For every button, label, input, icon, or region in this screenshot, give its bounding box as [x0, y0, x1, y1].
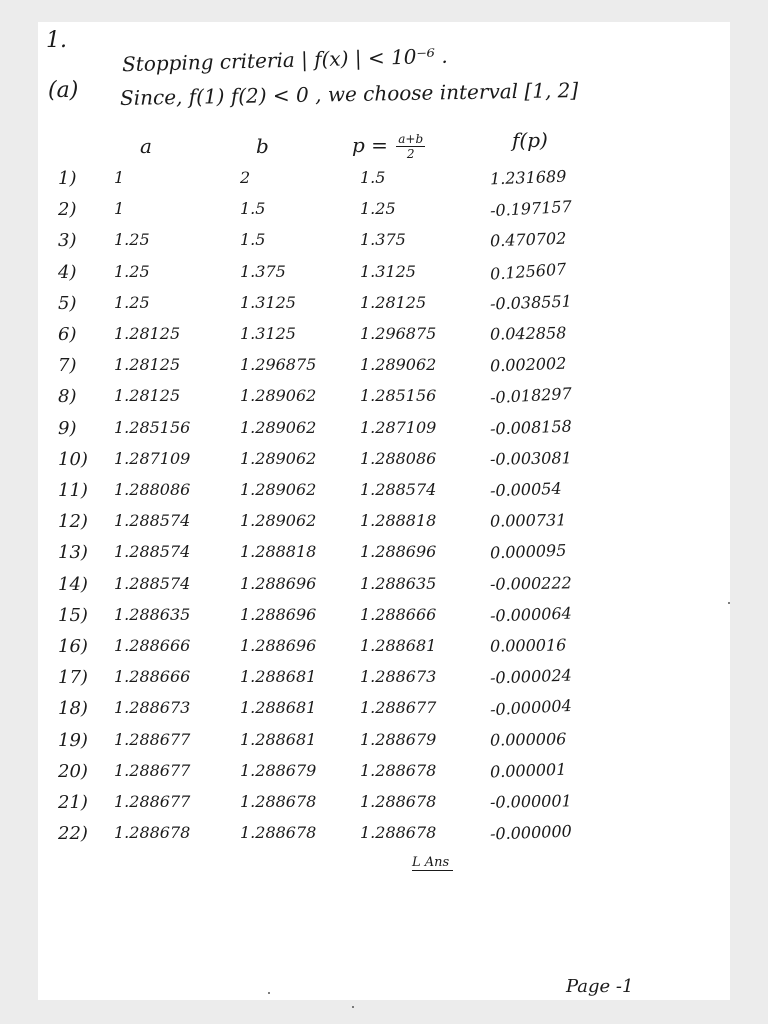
table-row	[0, 542, 768, 572]
iteration-number: 1)	[58, 168, 77, 189]
cell-p: 1.288086	[360, 448, 437, 468]
iteration-number: 8)	[58, 386, 77, 408]
fraction-numerator: a+b	[398, 132, 424, 146]
cell-fp: 0.000001	[489, 759, 567, 782]
iteration-number: 17)	[58, 667, 88, 689]
cell-b: 1.288678	[240, 823, 317, 843]
cell-p: 1.288681	[360, 636, 437, 655]
cell-b: 1.5	[240, 230, 266, 250]
table-row	[0, 761, 768, 791]
cell-b: 1.288696	[240, 636, 317, 655]
cell-p: 1.28125	[360, 292, 427, 312]
iteration-number: 11)	[58, 480, 88, 501]
cell-p: 1.288678	[360, 823, 437, 843]
cell-b: 1.288681	[240, 729, 317, 749]
scan-speck	[352, 1006, 354, 1008]
cell-a: 1.28125	[114, 355, 181, 375]
cell-p: 1.288574	[360, 480, 437, 499]
table-row	[0, 667, 768, 697]
column-header-a: a	[140, 134, 152, 158]
cell-b: 1.288818	[240, 542, 317, 562]
page-number: Page -1	[566, 976, 634, 997]
cell-p: 1.289062	[360, 355, 437, 375]
iteration-number: 12)	[58, 511, 88, 533]
iteration-number: 19)	[58, 729, 88, 751]
iteration-number: 16)	[58, 636, 88, 657]
cell-b: 1.288681	[240, 667, 317, 687]
cell-p: 1.288818	[360, 511, 437, 531]
table-row	[0, 449, 768, 479]
cell-fp: 0.042858	[489, 323, 567, 344]
iteration-number: 5)	[58, 292, 77, 314]
fraction-denominator: 2	[406, 147, 415, 161]
cell-fp: 0.000006	[489, 728, 567, 750]
interval-statement: Since, f(1) f(2) < 0 , we choose interval [1, 2]	[119, 78, 579, 110]
column-header-p	[352, 132, 425, 161]
table-row	[0, 574, 768, 604]
iteration-number: 22)	[58, 823, 88, 845]
cell-a: 1.25	[114, 230, 150, 250]
iteration-number: 10)	[58, 448, 88, 470]
cell-b: 1.289062	[240, 511, 317, 531]
stopping-criteria: Stopping criteria | f(x) | < 10⁻⁶ .	[121, 43, 449, 77]
cell-fp: 1.231689	[489, 166, 567, 189]
table-row	[0, 636, 768, 666]
cell-a: 1.28125	[114, 324, 181, 343]
iteration-number: 4)	[58, 261, 77, 283]
table-row	[0, 511, 768, 541]
cell-b: 2	[240, 168, 251, 187]
scan-speck	[268, 992, 270, 994]
cell-a: 1.288574	[114, 511, 191, 531]
cell-p: 1.288673	[360, 667, 437, 687]
cell-a: 1.288574	[114, 573, 191, 593]
iteration-number: 21)	[58, 792, 88, 813]
iteration-number: 6)	[58, 324, 77, 345]
cell-p: 1.287109	[360, 417, 437, 437]
table-row	[0, 698, 768, 728]
table-row	[0, 168, 768, 198]
cell-p: 1.25	[360, 199, 396, 219]
cell-p: 1.288666	[360, 604, 437, 624]
cell-a: 1.288673	[114, 698, 191, 718]
cell-a: 1.288086	[114, 480, 191, 499]
cell-p: 1.288696	[360, 542, 437, 562]
cell-fp: 0.002002	[489, 353, 567, 376]
cell-b: 1.289062	[240, 448, 317, 468]
table-row	[0, 480, 768, 510]
table-row	[0, 293, 768, 323]
iteration-number: 14)	[58, 573, 88, 595]
cell-fp: -0.000000	[489, 821, 573, 844]
cell-p: 1.5	[360, 168, 386, 187]
table-row	[0, 324, 768, 354]
cell-fp: -0.000024	[489, 665, 573, 688]
cell-b: 1.375	[240, 261, 286, 281]
cell-b: 1.3125	[240, 324, 296, 343]
cell-b: 1.289062	[240, 480, 317, 499]
table-row	[0, 230, 768, 260]
cell-fp: 0.470702	[489, 229, 567, 251]
iteration-number: 18)	[58, 698, 88, 720]
cell-b: 1.3125	[240, 292, 296, 312]
question-number: 1.	[46, 28, 67, 53]
cell-fp: -0.000001	[489, 791, 572, 812]
cell-b: 1.5	[240, 199, 266, 219]
cell-a: 1.288677	[114, 792, 191, 811]
cell-p: 1.288679	[360, 729, 437, 749]
cell-fp: -0.003081	[489, 448, 572, 469]
cell-a: 1.288574	[114, 542, 191, 562]
cell-fp: -0.018297	[489, 384, 573, 408]
table-row	[0, 418, 768, 448]
cell-b: 1.289062	[240, 386, 317, 406]
table-row	[0, 823, 768, 853]
cell-b: 1.288681	[240, 698, 317, 718]
iteration-number: 13)	[58, 542, 88, 564]
table-row	[0, 386, 768, 416]
cell-a: 1.288678	[114, 823, 191, 843]
scan-speck	[728, 602, 730, 604]
column-header-fp: f(p)	[512, 128, 548, 152]
cell-b: 1.288696	[240, 604, 317, 624]
cell-fp: 0.000016	[489, 635, 567, 656]
cell-fp: -0.000064	[489, 603, 573, 626]
midpoint-fraction	[396, 132, 425, 161]
p-lhs: p =	[352, 133, 388, 157]
cell-a: 1	[114, 199, 125, 219]
iteration-number: 7)	[58, 355, 77, 377]
iteration-number: 2)	[58, 199, 77, 221]
answer-mark: L Ans	[412, 855, 450, 870]
cell-a: 1.288677	[114, 760, 191, 780]
iteration-number: 20)	[58, 760, 88, 782]
cell-b: 1.288679	[240, 760, 317, 780]
iteration-number: 3)	[58, 230, 77, 252]
table-row	[0, 605, 768, 635]
table-row	[0, 355, 768, 385]
cell-p: 1.296875	[360, 324, 437, 343]
table-row	[0, 730, 768, 760]
cell-p: 1.288678	[360, 792, 437, 811]
cell-a: 1.288635	[114, 604, 191, 624]
iteration-number: 15)	[58, 604, 88, 626]
cell-p: 1.3125	[360, 261, 416, 281]
column-header-b: b	[256, 134, 269, 158]
cell-b: 1.296875	[240, 355, 317, 375]
cell-a: 1.288677	[114, 729, 191, 749]
cell-fp: 0.000095	[489, 541, 567, 563]
cell-fp: 0.000731	[489, 510, 567, 531]
cell-fp: -0.000222	[489, 572, 572, 594]
cell-p: 1.285156	[360, 386, 437, 406]
cell-fp: -0.008158	[489, 416, 573, 439]
cell-b: 1.288678	[240, 792, 317, 811]
cell-a: 1.25	[114, 292, 150, 312]
cell-b: 1.289062	[240, 417, 317, 437]
cell-fp: -0.197157	[489, 197, 573, 221]
cell-fp: -0.038551	[489, 291, 573, 314]
table-row	[0, 792, 768, 822]
cell-a: 1.28125	[114, 386, 181, 406]
table-row	[0, 199, 768, 229]
cell-a: 1.285156	[114, 417, 191, 437]
cell-a: 1.288666	[114, 636, 191, 655]
part-label: (a)	[48, 78, 79, 103]
cell-a: 1.287109	[114, 448, 191, 468]
cell-fp: 0.125607	[489, 258, 567, 284]
cell-a: 1	[114, 168, 125, 187]
cell-a: 1.25	[114, 261, 150, 281]
cell-b: 1.288696	[240, 573, 317, 593]
cell-p: 1.288635	[360, 573, 437, 593]
cell-a: 1.288666	[114, 667, 191, 687]
iteration-number: 9)	[58, 417, 77, 439]
cell-fp: -0.00054	[489, 478, 562, 501]
cell-p: 1.288677	[360, 698, 437, 718]
cell-fp: -0.000004	[489, 696, 573, 720]
cell-p: 1.288678	[360, 760, 437, 780]
table-row	[0, 258, 768, 292]
cell-p: 1.375	[360, 230, 406, 250]
